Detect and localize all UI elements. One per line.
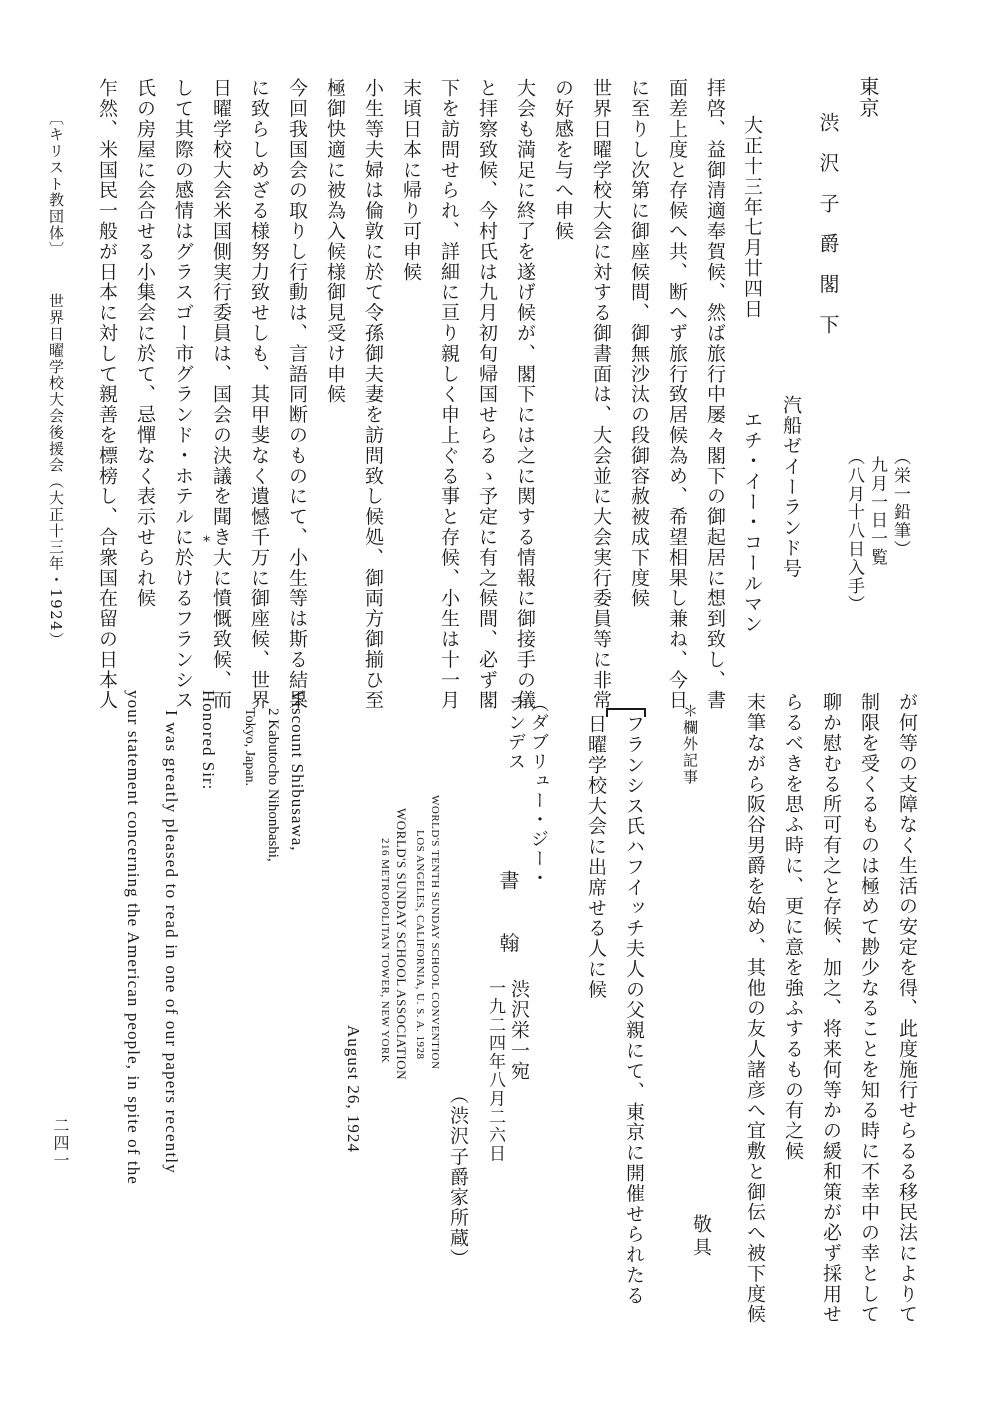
body-line: して其際の感情はグラスゴー市グランド・ホテルに於けるフランシス [172, 78, 194, 711]
body-line: に至りし次第に御座候間、御無沙汰の段御容赦被成下度候 [628, 78, 650, 609]
body-line: 末頃日本に帰り可申候 [400, 78, 422, 282]
body-line: 極御快適に被為入候様御見受け申候 [324, 78, 346, 405]
asterisk-mark: * [203, 534, 210, 550]
body-line: に致らしめざる様努力致せしも、其甲斐なく遺憾千万に御座候、世界 [248, 78, 270, 711]
letter-date: 大正十三年七月廿四日 [741, 115, 763, 319]
body-line: 聊か慰むる所可有之と存候、加之、将来何等かの緩和策が必ず採用せ [820, 692, 842, 1325]
page-number: 二四一 [51, 1117, 70, 1170]
margin-note-line: 日曜学校大会に出席せる人に候 [585, 714, 607, 1000]
address-line: Tokyo, Japan. [242, 708, 257, 786]
address-line: Viscount Shibusawa, [288, 690, 307, 852]
footer-category: 〔キリスト教団体〕 [47, 110, 65, 258]
body-line: 下を訪問せられ、詳細に亘り親しく申上ぐる事と存候、小生は十一月 [438, 78, 460, 711]
receipt-note-2: 九月一日一覧 [867, 456, 887, 567]
body-line: の好感を与へ申候 [552, 78, 574, 242]
letterhead-line: WORLD'S SUNDAY SCHOOL ASSOCIATION [394, 808, 409, 1081]
margin-note-marker: ＊欄外記事 [681, 703, 699, 785]
source-note: （渋沢子爵家所蔵） [447, 1085, 469, 1269]
letter-date-western: 一九二四年八月二六日 [485, 979, 505, 1163]
body-line: 小生等夫婦は倫敦に於て令孫御夫妻を訪問致し候処、御両方御揃ひ至 [362, 78, 384, 711]
body-line: 大会も満足に終了を遂げ候が、閣下には之に関する情報に御接手の儀 [514, 78, 536, 711]
letterhead-line: 216 METROPOLITAN TOWER, NEW YORK [379, 838, 391, 1064]
body-line: 末筆ながら阪谷男爵を始め、其他の友人諸彦へ宜敷と御伝へ被下度候 [744, 692, 766, 1325]
receipt-note-1: （栄一鉛筆） [890, 448, 910, 559]
header-tokyo: 東京 [856, 76, 880, 119]
body-line: 世界日曜学校大会に対する御書面は、大会並に大会実行委員等に非常 [590, 78, 612, 711]
salutation: Honored Sir: [199, 690, 218, 791]
ship-name: 汽船ゼイーランド号 [780, 395, 802, 579]
body-line: 日曜学校大会米国側実行委員は、国会の決議を聞き大に憤慨致候、而 [210, 78, 232, 711]
body-line: 拝啓、益御清適奉賀候、然ば旅行中屡々閣下の御起居に想到致し、書 [704, 78, 726, 711]
footer-title: 世界日曜学校大会後援会（大正十三年・1924） [47, 293, 65, 649]
sender-kana: （ダブリュー・ジー・ [528, 694, 549, 888]
body-line: と拝察致候、今村氏は九月初旬帰国せらるゝ予定に有之候間、必ず閣 [476, 78, 498, 711]
body-line: が何等の支障なく生活の安定を得、此度施行せらるる移民法によりて [896, 692, 918, 1325]
header-viscount: 渋 沢 子 爵 閣 下 [816, 112, 840, 341]
english-body-line: I was greatly pleased to read in one of our papers recently [162, 710, 181, 1174]
recipient: 渋沢栄一宛 [508, 979, 530, 1081]
margin-note-line: フランシス氏ハフイッチ夫人の父親にて、東京に開催せられたる [623, 714, 645, 1306]
letter-type: 書 翰 [496, 870, 520, 971]
body-line: 面差上度と存候へ共、断へず旅行致居候為め、希望相果し兼ね、今日 [666, 78, 688, 711]
english-body-line: your statement concerning the American people, in spite of the [124, 690, 143, 1185]
body-line: 今回我国会の取りし行動は、言語同断のものにて、小生等は斯る結果 [286, 78, 308, 711]
sender-kana: ランデス [505, 694, 526, 772]
body-line: 制限を受くるものは極めて尠少なることを知る時に不幸中の幸として [858, 692, 880, 1325]
receipt-note-3: （八月十八日入手） [844, 448, 864, 614]
sender-name: エチ・イー・コールマン [741, 410, 763, 635]
letterhead-line: WORLD'S TENTH SUNDAY SCHOOL CONVENTION [429, 795, 441, 1070]
body-line: らるべきを思ふ時に、更に意を強ふするもの有之候 [782, 692, 804, 1162]
english-date: August 26, 1924 [344, 1025, 363, 1153]
body-line: 乍然、米国民一般が日本に対して親善を標榜し、合衆国在留の日本人 [96, 78, 118, 711]
letterhead-line: LOS ANGELES, CALIFORNIA, U. S. A. 1928 [414, 830, 426, 1060]
closing-keigu: 敬具 [690, 1214, 712, 1260]
body-line: 氏の房屋に会合せる小集会に於て、忌憚なく表示せられ候 [134, 78, 156, 609]
address-line: 2 Kabutocho Nihonbashi, [265, 708, 281, 862]
